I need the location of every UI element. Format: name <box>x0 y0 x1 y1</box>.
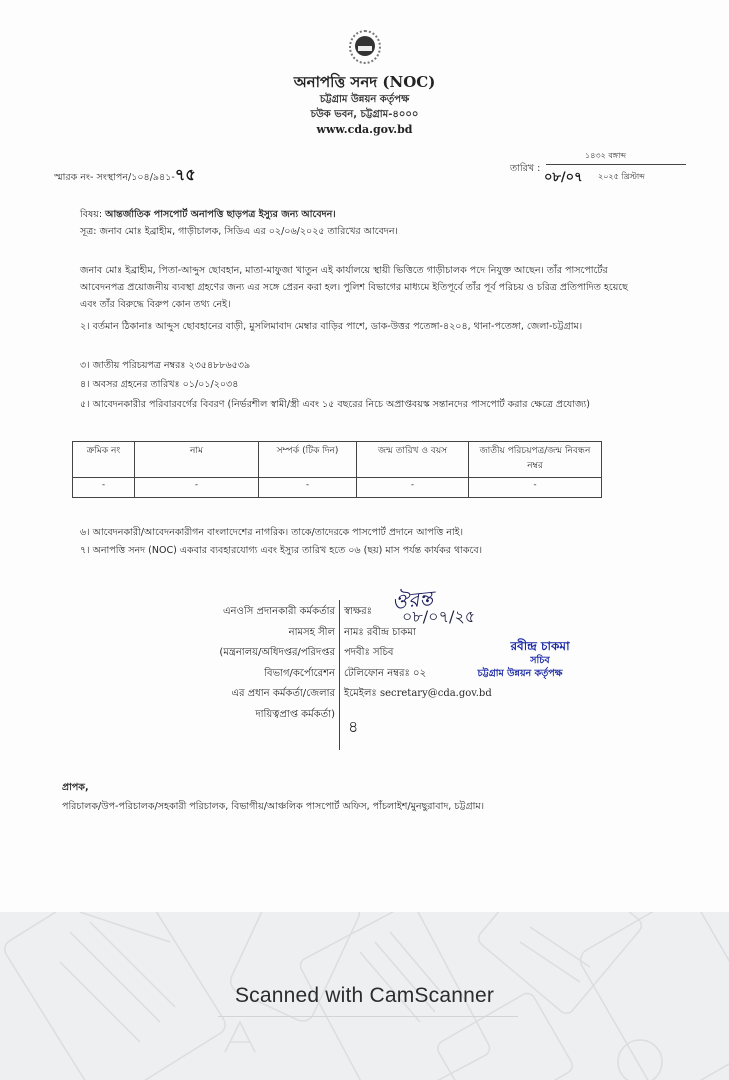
header-serial: ক্রমিক নং <box>73 442 135 478</box>
memo-handwritten-number: ৭৫ <box>174 165 196 184</box>
signature-date: ০৮/০৭/২৫ <box>402 607 476 626</box>
watermark-underline <box>218 1016 518 1017</box>
item-validity: ৭। অনাপত্তি সনদ (NOC) একবার ব্যবহারযোগ্য এবং ইস্যুর তারিখ হতে ০৬ (ছয়) মাস পর্যন্ত কার্যকর থাকবে। <box>80 545 483 556</box>
recipient-block <box>62 778 484 816</box>
table-cell: - <box>73 478 135 498</box>
table-header-row <box>73 442 602 478</box>
subject-line: বিষয়: আন্তর্জাতিক পাসপোর্ট অনাপত্তি ছাড়পত্র ইস্যুর জন্য আবেদন। <box>80 209 336 220</box>
camscanner-watermark: Scanned with CamScanner <box>234 984 495 1007</box>
gregorian-date: ২০২৫ খ্রিস্টাব্দ <box>598 172 645 181</box>
signatory-email: secretary@cda.gov.bd <box>379 688 492 699</box>
signatory-email-row: ইমেইলঃ secretary@cda.gov.bd <box>344 688 492 699</box>
letterhead <box>0 30 729 138</box>
handwritten-signature: ঔরন্ত <box>390 585 435 615</box>
official-seal-stamp <box>477 638 600 680</box>
bangla-date: ১৪৩২ বঙ্গাব্দ <box>585 151 627 160</box>
item-citizenship: ৬। আবেদনকারী/আবেদনকারীগন বাংলাদেশের নাগরিক। তাকে/তাদেরকে পাসপোর্ট প্রদানে আপত্তি নাই। <box>80 527 464 538</box>
header-birthdate: জন্ম তারিখ ও বয়স <box>357 442 469 478</box>
header-nid: জাতীয় পরিচয়পত্র/জন্ম নিবন্ধন নম্বর <box>469 442 602 478</box>
stamp-name: রবীন্দ্র চাকমা <box>510 639 570 653</box>
table-cell: - <box>357 478 469 498</box>
signatory-phone: টেলিফোন নম্বরঃ ০২ <box>344 667 427 679</box>
organization-website: www.cda.gov.bd <box>316 123 413 136</box>
table-cell: - <box>469 478 602 498</box>
item-retirement-date: ৪। অবসর গ্রহনের তারিখঃ ০১/০১/২০৩৪ <box>80 379 239 390</box>
cda-logo-icon <box>347 30 383 68</box>
item-family-details: ৫। আবেদনকারীর পরিবারবর্গের বিবরণ (নির্ভরশীল স্বামী/স্ত্রী এবং ১৫ বছরের নিচে অপ্রাপ্তবয়স্ক সন্তানদের পাসপোর্ট করার ক্ষেত্রে প্রযোজ্য) <box>80 399 590 410</box>
header-name: নাম <box>135 442 259 478</box>
organization-address: চউক ভবন, চট্টগ্রাম-৪০০০ <box>310 109 419 120</box>
handwritten-date: ০৮/০৭ <box>544 170 583 185</box>
family-table <box>72 441 602 498</box>
item-address: ২। বর্তমান ঠিকানাঃ আব্দুস ছোবহানের বাড়ী, মুসলিমাবাদ মেম্বার বাড়ির পাশে, ডাক-উত্তর পতেঙ্গা-৪২০৪, থানা-পতেঙ্গা, জেলা-চট্টগ্রাম। <box>80 321 583 332</box>
header-relation: সম্পর্ক (টিক দিন) <box>259 442 357 478</box>
date-label: তারিখ : <box>510 163 541 174</box>
signatory-description: এনওসি প্রদানকারী কর্মকর্তার নামসহ সীল (মন্ত্রনালয়/অধিদপ্তর/পরিদপ্তর বিভাগ/কর্পোরেশন এর প্রধান কর্মকর্তা/জেলার দায়িত্বপ্রাপ্ত কর্মকর্তা) <box>219 606 335 720</box>
handwritten-initial: ৪ <box>348 717 359 736</box>
signatory-divider <box>339 600 340 750</box>
date-divider <box>546 164 686 165</box>
memo-number: স্মারক নং- সংস্থাপন/১০৪/৯৪১-৭৫ <box>54 165 196 184</box>
recipient-address: পরিচালক/উপ-পরিচালক/সহকারী পরিচালক, বিভাগীয়/আঞ্চলিক পাসপোর্ট অফিস, পাঁচলাইশ/মুনছুরাবাদ, চট্টগ্রাম। <box>62 801 485 812</box>
reference-line: সূত্র: জনাব মোঃ ইব্রাহীম, গাড়ীচালক, সিডিএ এর ০২/০৬/২০২৫ তারিখের আবেদন। <box>80 226 398 237</box>
recipient-label: প্রাপক, <box>62 782 89 793</box>
signatory-designation: পদবীঃ সচিব <box>344 647 394 658</box>
stamp-designation: সচিব <box>530 655 550 666</box>
table-cell: - <box>135 478 259 498</box>
document-title: অনাপত্তি সনদ (NOC) <box>293 73 436 91</box>
signature-label: স্বাক্ষরঃ <box>344 606 372 617</box>
organization-name: চট্টগ্রাম উন্নয়ন কর্তৃপক্ষ <box>319 94 410 105</box>
table-cell: - <box>259 478 357 498</box>
stamp-organization: চট্টগ্রাম উন্নয়ন কর্তৃপক্ষ <box>477 668 563 679</box>
paragraph-intro: জনাব মোঃ ইব্রাহীম, পিতা-আব্দুস ছোবহান, মাতা-মাফুজা খাতুন এই কার্যালয়ে স্থায়ী ভিত্তিতে গাড়ীচালক পদে নিযুক্ত আছেন। তাঁর পাসপোর্টের আবেদনপত্র প্রয়োজনীয় ব্যবস্থা গ্রহণের জন্য এর সঙ্গে প্রেরন করা হল। পুলিশ বিভাগের মাধ্যমে ইতিপূর্বে তাঁর পূর্ব পরিচয় ও চরিত্র প্রতিপাদিত হয়েছে এবং তাঁর বিরুদ্ধে বিরুপ কোন তথ্য নেই। <box>80 265 628 310</box>
item-nid: ৩। জাতীয় পরিচয়পত্র নম্বরঃ ২৩৫৪৮৮৬৫৩৯ <box>80 360 251 371</box>
table-row <box>73 478 602 498</box>
signatory-name: নামঃ রবীন্দ্র চাকমা <box>344 626 416 638</box>
